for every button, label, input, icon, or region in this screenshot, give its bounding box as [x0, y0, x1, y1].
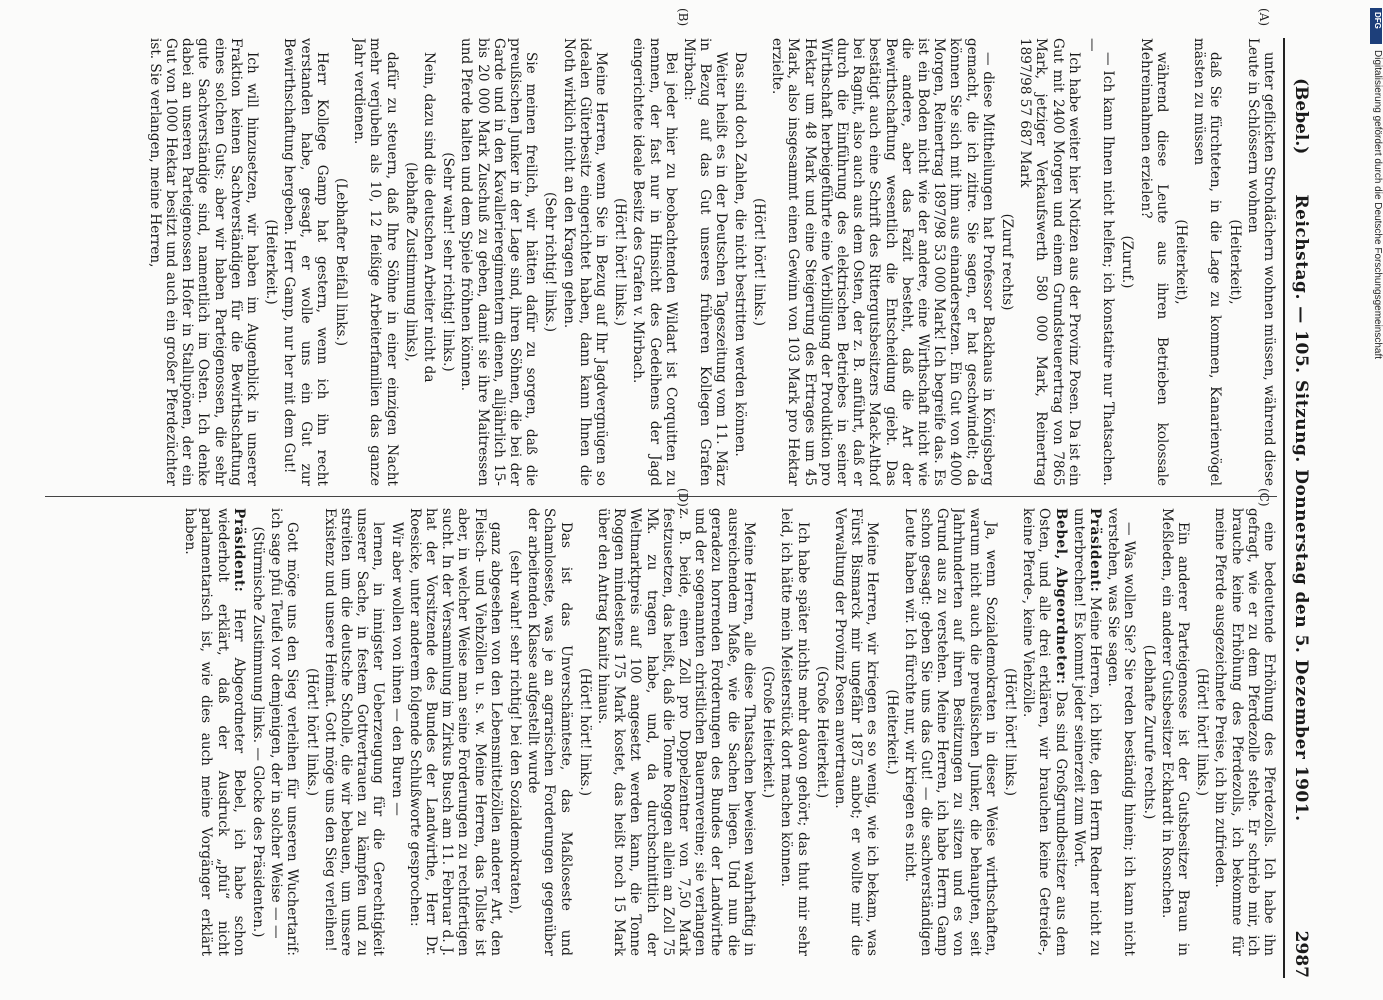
interjection: (Lebhafte Zurufe rechts.)	[1140, 644, 1157, 820]
paragraph: Meine Herren, wenn Sie in Bezug auf Ihr Jagdvergnügen so idealen Güterbesitz eingerichtet haben, dann kann Ihnen die Noth wirklich nicht an den Kragen gehen.	[560, 38, 610, 486]
paragraph: Ich habe weiter hier Notizen aus der Provinz Posen. Da ist ein Gut mit 2400 Morgen und einem Grundsteuerertrag von 7865 Mark, jetziger Verkaufswerth 580 000 Mark, Reinertrag 1897/98 57 687 Mark	[1017, 38, 1082, 486]
column-first	[45, 38, 1277, 486]
paragraph: Meine Herren, alle diese Thatsachen beweisen wahrhaftig in ausreichendem Maße, wie die Sachen liegen. Und nun die geradezu horrenden Forderungen des Bundes der Landwirthe und der sogenannten christlichen Bauernvereine; sie verlangen z. B. beide, einen Zoll pro Doppelzentner von 7,50 Mark festzusetzen, das heißt, daß die Tonne Roggen allein an Zoll 75 Mk. zu tragen habe, und, da durchschnittlich der Weltmarktpreis auf 100 angesetzt werden kann, die Tonne Roggen mindestens 175 Mark kostet, das heißt noch 15 Mark über den Antrag Kanitz hinaus.	[595, 508, 757, 956]
paragraph: Ein anderer Parteigenosse ist der Gutsbesitzer Braun in Meßleden, ein anderer Gutsbesitzer Eckhardt in Rosnchen.	[1158, 508, 1191, 956]
paragraph: — diese Mittheilungen hat Professor Backhaus in Königsberg gemacht, die ich zitire. Sie sagen, er hat geschwindelt; da können Sie sich mit ihm aus einandersetzen. Ein Gut von 4000 Morgen, Reinertrag 1897/98 53 000 Mark! Ich begreife das. Es ist ein Boden nicht wie der andere, eine Wirthschaft nicht wie die andere, aber das Fazit besteht, daß die Art der Bewirthschaftung wesentlich die Entscheidung giebt. Das bestätigt auch eine Schrift des Rittergutsbesitzers Mack-Althof bei Ragnit, also auch aus dem Osten, der z. B. anführt, daß er durch die Einführung des elektrischen Betriebes in seiner Wirthschaft herbeigeführte eine Verbilligung der Produktion pro Hektar um 48 Mark und eine Steigerung des Ertrages um 45 Mark, also insgesammt einen Gewinn von 103 Mark pro Hektar erzielte.	[769, 38, 996, 486]
paragraph: Ich will hinzusetzen, wir haben im Augenblick in unserer Fraktion keinen Sachverständigen für die Bewirthschaftung eines solchen Guts; aber wir haben Parteigenossen, die sehr gute Sachverständige sind, namentlich im Osten. Ich denke dabei an unseren Parteigenossen Hofer in Stallupönen, der ein Gut von 1000 Hektar besitzt und auch ein großer Pferdezüchter ist. Sie verlangen, meine Herren,	[146, 38, 261, 486]
interjection: (Hört! hört! links.)	[1001, 667, 1018, 797]
paragraph: Sie meinen freilich, wir hätten dafür zu sorgen, daß die preußischen Junker in der Lage sind, ihren Söhnen, die bei der Garde und in den Kavallerieregimentern dienen, alljährlich 15- bis 20 000 Mark Zuschuß zu geben, damit sie ihre Maitressen und Pferde halten und dem Spiele fröhnen können.	[458, 38, 540, 486]
paragraph: Meine Herren, wir kriegen es so wenig, wie ich bekam, was Fürst Bismarck mir ungefähr 1875 anbot; er wollte mir die Verwaltung der Provinz Posen anvertrauen.	[831, 508, 881, 956]
speaker-name: Bebel, Abgeordneter:	[1052, 508, 1069, 685]
interjection: (Heiterkeit),	[1226, 219, 1243, 305]
speech-text: Das sind Großgrundbesitzer aus dem Osten, und alle drei erklären, wir brauchen keine Getreide-, keine Pferde-, keine Viehzölle.	[1020, 508, 1069, 956]
speaker-name: Präsident:	[1086, 508, 1103, 593]
page-number: 2987	[1291, 930, 1311, 978]
margin-marker-b: (B)	[676, 8, 690, 27]
interjection: (Zuruf rechts)	[998, 213, 1015, 311]
interjection: (Große Heiterkeit.)	[760, 665, 777, 799]
interjection: (Hört! hört! links.)	[303, 667, 320, 797]
column-second	[45, 508, 1277, 956]
running-header	[1283, 38, 1315, 978]
paragraph: Ja, wenn Sozialdemokraten in dieser Weise wirthschaften, warum nicht auch die preußischen Junker, die behaupten, seit Jahrhunderten auf ihren Besitzungen zu sitzen und es von Grund aus zu verstehen. Meine Herren, ich habe Herrn Gamp schon gesagt: geben Sie uns das Gut! — die sachverständigen Leute haben wir. Ich fürchte nur, wir kriegen es nicht.	[901, 508, 999, 956]
paragraph: — Was wollen Sie? Sie reden beständig hinein; ich kann nicht verstehen, was Sie sagen.	[1105, 508, 1138, 956]
interjection: (Heiterkeit.)	[883, 689, 900, 775]
interjection: (lebhafte Zustimmung links),	[402, 162, 419, 362]
paragraph: ganz abgesehen von den Lebensmittelzöllen anderer Art, den Fleisch- und Viehzöllen u. s. w. Meine Herren, das Tollste ist aber, in welcher Weise man seine Forderungen zu rechtfertigen sucht. In der Versammlung im Zirkus Busch am 11. Februar d. J. hat der Vorsitzende des Bundes der Landwirthe, Herr Dr. Roesicke, unter anderem folgende Schlußworte gesprochen:	[406, 508, 504, 956]
paragraph: Herr Kollege Gamp hat gestern, wenn ich ihn recht verstanden habe, gesagt, er wolle uns ein Gut zur Bewirthschaftung hergeben. Herr Gamp, nur her mit dem Gut!	[281, 38, 330, 486]
interjection: (sehr wahr! sehr richtig! bei den Sozialdemokraten),	[507, 549, 524, 915]
digitization-note: Digitalisierung gefördert durch die Deutsche Forschungsgemeinschaft	[1372, 50, 1383, 360]
paragraph: Nein, dazu sind die deutschen Arbeiter nicht da	[421, 52, 438, 383]
paragraph: Bei jeder hier zu beobachtenden Wildart ist Corquitten zu nennen, der fast nur in Hinsicht des Gedeihens der Jagd eingerichtete ideale Besitz des Grafen v. Mirbach.	[630, 38, 679, 486]
speech-text: Meine Herren, ich bitte, den Herrn Redner nicht zu unterbrechen! Es kommt jeder seinerzeit zum Wort.	[1070, 508, 1103, 956]
paragraph: Wir aber wollen von ihnen — den Buren —	[388, 522, 405, 816]
interjection: (Große Heiterkeit.)	[813, 665, 830, 799]
margin-marker-d: (D)	[676, 488, 690, 507]
margin-marker-a: (A)	[1257, 8, 1271, 27]
paragraph: — Ich kann Ihnen nicht helfen; ich konstatire nur Thatsachen. —	[1083, 38, 1117, 486]
paragraph: Weiter heißt es in der Deutschen Tageszeitung vom 11. März in Bezug auf das Gut unseres früheren Kollegen Grafen Mirbach:	[681, 38, 730, 486]
speaker-tag: (Bebel.)	[1291, 78, 1311, 155]
paragraph: lernen, in innigster Ueberzeugung für die Gerechtigkeit unserer Sache, in festem Gottvertrauen zu kämpfen und zu streiten um die deutsche Scholle, die wir bebauen, um unsere Existenz und unsere Heimat. Gott möge uns den Sieg verleihen!	[321, 508, 387, 956]
paragraph: daß Sie fürchteten, in die Lage zu kommen, Kanarienvögel mästen zu müssen	[1191, 38, 1224, 486]
paragraph: eine bedeutende Erhöhung des Pferdezolls. Ich habe ihn gefragt, wie er zu dem Pferdezolle stehe. Er schrieb mir, ich brauche keine Erhöhung des Pferdezolls, ich bekomme für meine Pferde ausgezeichnete Preise, ich bin zufrieden.	[1212, 508, 1277, 956]
speech-paragraph	[1020, 508, 1069, 956]
dfg-logo: DFG	[1370, 8, 1382, 44]
paragraph: unter geflickten Strohdächern wohnen müssen, während diese Leute in Schlössern wohnen	[1244, 38, 1277, 486]
interjection: (Zuruf.)	[1119, 235, 1136, 289]
interjection: (Sehr richtig! links.)	[542, 191, 559, 333]
speaker-name: Präsident:	[230, 508, 247, 593]
paragraph: Ich habe später nichts mehr davon gehört; das thut mir sehr leid, ich hätte mein Meisterstück dort machen können.	[778, 508, 811, 956]
paragraph: Das sind doch Zahlen, die nicht bestritten werden können.	[731, 52, 748, 457]
speech-text: Herr Abgeordneter Bebel, ich habe schon wiederholt erklärt, daß der Ausdruck „pfui“ nicht parlamentarisch ist, wie dies auch meine Vorgänger erklärt haben.	[182, 508, 247, 956]
interjection: (Heiterkeit),	[1172, 219, 1189, 305]
paragraph: während diese Leute aus ihren Betrieben kolossale Mehreinnahmen erzielen?	[1137, 38, 1170, 486]
interjection: (Hört! hört! links.)	[576, 667, 593, 797]
speech-paragraph	[1071, 508, 1103, 956]
interjection: (Hört! hört! links.)	[750, 197, 767, 327]
document-page	[45, 8, 1315, 978]
text-columns	[45, 38, 1277, 978]
interjection: (Heiterkeit.)	[263, 219, 280, 305]
interjection: (Hört! hört! links.)	[1194, 667, 1211, 797]
page-title: Reichstag. — 105. Sitzung. Donnerstag den 5. Dezember 1901.	[1291, 194, 1311, 822]
paragraph: Gott möge uns den Sieg verleihen für unseren Wuchertarif: ich sage pfui Teufel vor demjenigen, der in solcher Weise — —	[268, 508, 301, 956]
interjection: (Stürmische Zustimmung links. — Glocke des Präsidenten.)	[250, 526, 267, 938]
speech-paragraph	[182, 508, 247, 956]
interjection: (Lebhafter Beifall links.)	[333, 177, 350, 347]
paragraph: Das ist das Unverschämteste, das Maßloseste und Schamloseste, was je an agrarischen Forderungen gegenüber der arbeitenden Klasse aufgestellt wurde	[525, 508, 574, 956]
column-divider	[45, 496, 1277, 497]
margin-marker-c: (C)	[1257, 488, 1271, 507]
interjection: (Sehr wahr! sehr richtig! links.)	[440, 152, 457, 372]
paragraph: dafür zu steuern, daß Ihre Söhne in einer einzigen Nacht mehr verjubeln als 10, 12 fleißige Arbeiterfamilien das ganze Jahr verdienen.	[351, 38, 400, 486]
interjection: (Hört! hört! links.)	[612, 197, 629, 327]
